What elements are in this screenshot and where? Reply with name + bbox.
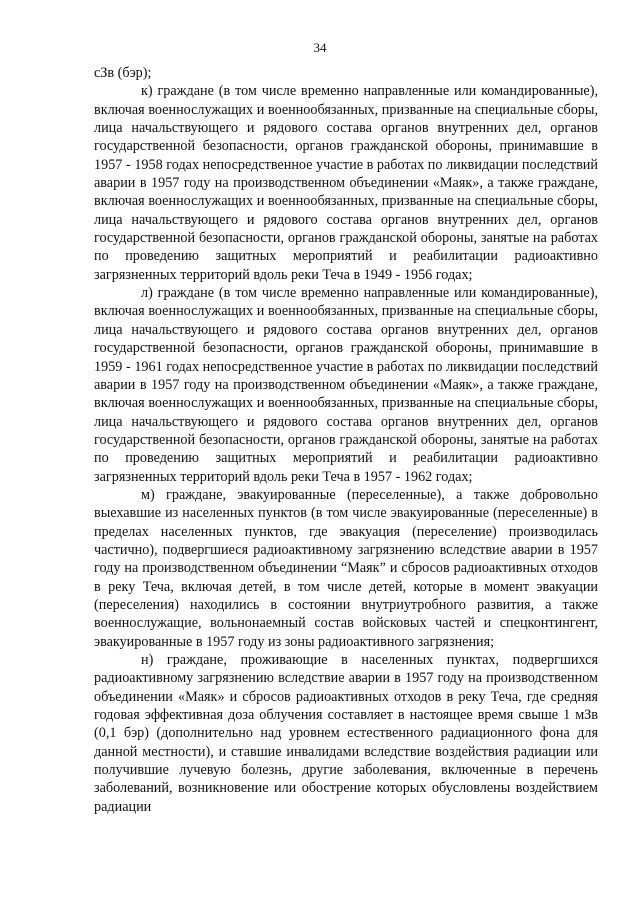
paragraph-n: н) граждане, проживающие в населенных пунктах, подвергшихся радиоактивному загрязнению вследствие аварии в 1957 году на производственном объединении «Маяк» и сбросов радиоактивных отходов в реку Теча, где средняя годовая эффективная доза облучения составляет в настоящее время свыше 1 мЗв (0,1 бэр) (дополнительно над уровнем естественного радиационного фона для данной местности), и ставшие инвалидами вследствие воздействия радиации или получившие лучевую болезнь, другие заболевания, включенные в перечень заболеваний, возникновение или обострение которых обусловлены воздействием радиации xyxy=(94,652,598,815)
paragraph-l: л) граждане (в том числе временно направленные или командированные), включая военнослужащих и военнообязанных, призванные на специальные сборы, лица начальствующего и рядового состава органов внутренних дел, органов государственной безопасности, органов гражданской обороны, принимавшие в 1959 - 1961 годах непосредственное участие в работах по ликвидации последствий аварии в 1957 году на производственном объединении «Маяк», а также граждане, включая военнослужащих и военнообязанных, призванные на специальные сборы, лица начальствующего и рядового состава органов внутренних дел, органов государственной безопасности, органов гражданской обороны, занятые на работах по проведению защитных мероприятий и реабилитации радиоактивно загрязненных территорий вдоль реки Теча в 1957 - 1962 годах; xyxy=(94,285,598,485)
paragraph-m: м) граждане, эвакуированные (переселенные), а также добровольно выехавшие из населенных пунктов (в том числе эвакуированные (переселенные) в пределах населенных пунктов, где эвакуация (переселение) производилась частично), подвергшиеся радиоактивному загрязнению вследствие аварии в 1957 году на производственном объединении “Маяк” и сбросов радиоактивных отходов в реку Теча, включая детей, в том числе детей, которые в момент эвакуации (переселения) находились в состоянии внутриутробного развития, а также военнослужащие, вольнонаемный состав войсковых частей и спецконтингент, эвакуированные в 1957 году из зоны радиоактивного загрязнения; xyxy=(94,486,598,650)
body-text xyxy=(94,64,598,816)
page-number: 34 xyxy=(313,40,327,55)
paragraph-k: к) граждане (в том числе временно направленные или командированные), включая военнослужащих и военнообязанных, призванные на специальные сборы, лица начальствующего и рядового состава органов внутренних дел, органов государственной безопасности, органов гражданской обороны, принимавшие в 1957 - 1958 годах непосредственное участие в работах по ликвидации последствий аварии в 1957 году на производственном объединении «Маяк», а также граждане, включая военнослужащих и военнообязанных, призванные на специальные сборы, лица начальствующего и рядового состава органов внутренних дел, органов государственной безопасности, органов гражданской обороны, занятые на работах по проведению защитных мероприятий и реабилитации радиоактивно загрязненных территорий вдоль реки Теча в 1949 - 1956 годах; xyxy=(94,83,598,283)
paragraph-continuation: сЗв (бэр); xyxy=(94,65,152,81)
